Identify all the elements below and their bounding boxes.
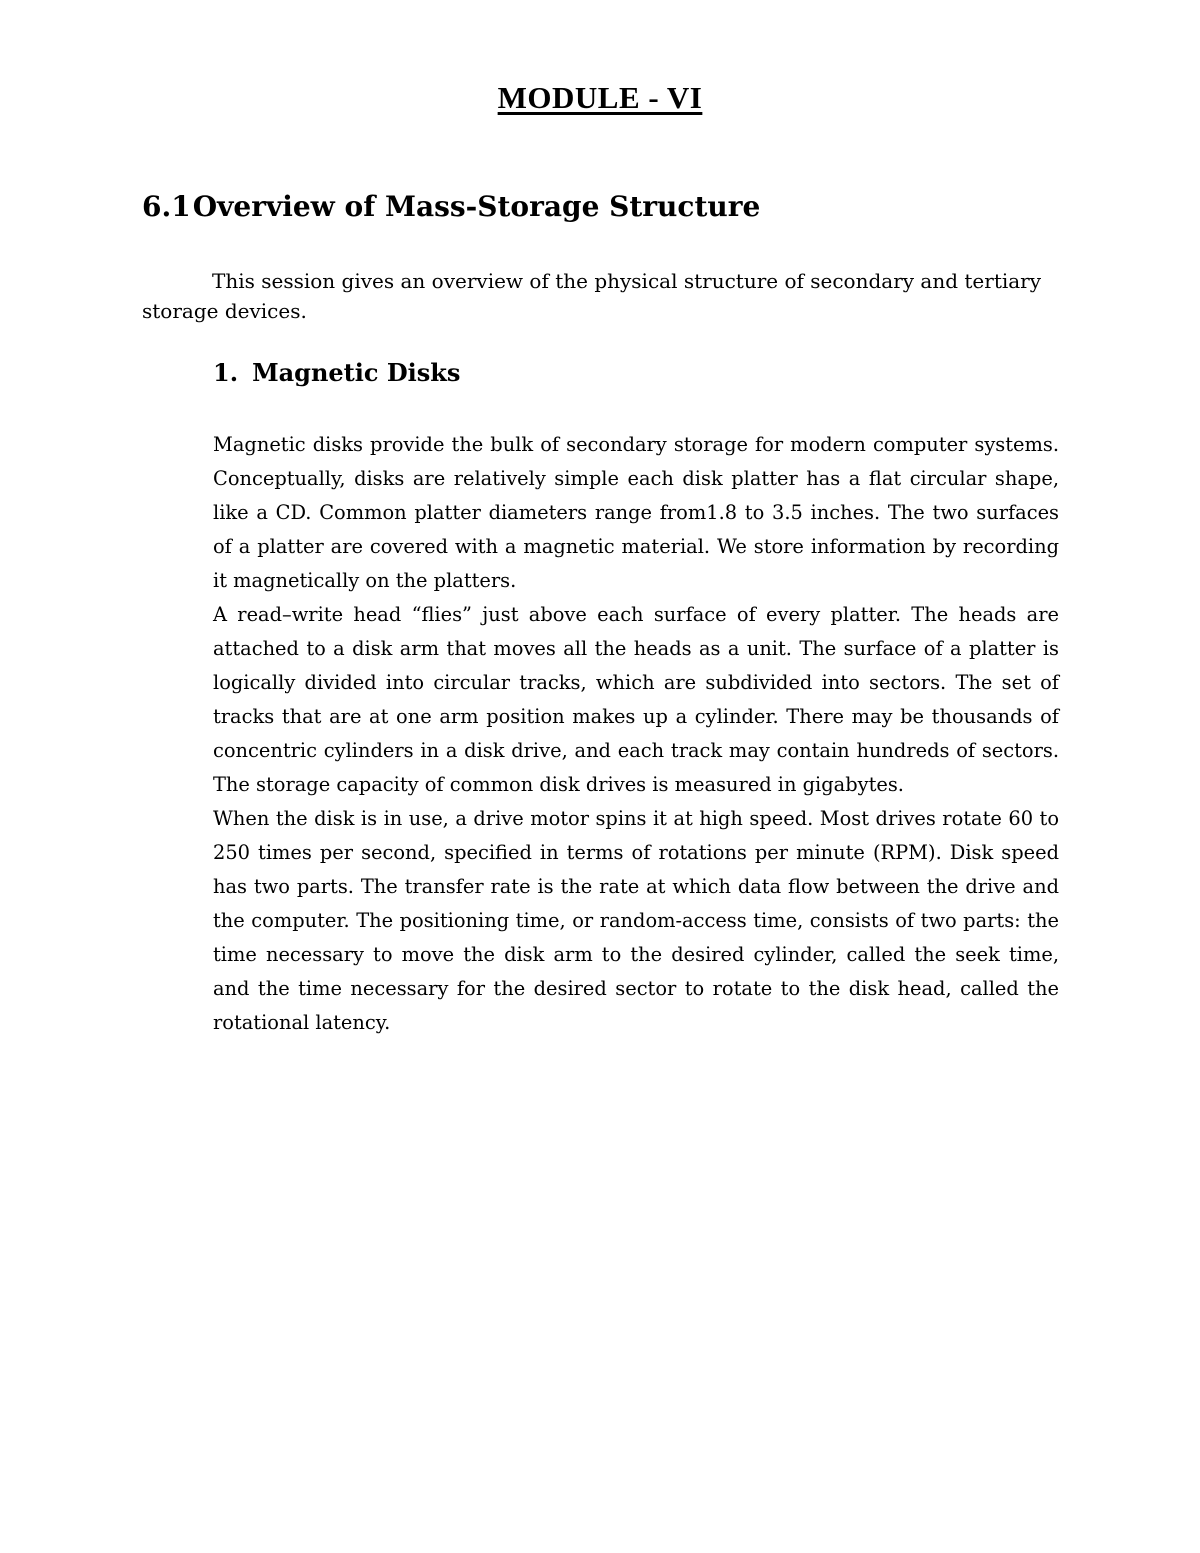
intro-paragraph: This session gives an overview of the physical structure of secondary and tertiary storage devices. xyxy=(142,269,1042,323)
section-heading xyxy=(142,190,760,223)
subsection-number: 1. xyxy=(213,358,239,387)
body-text xyxy=(213,428,1059,1040)
module-title: MODULE - VI xyxy=(497,80,703,115)
paragraph: When the disk is in use, a drive motor spins it at high speed. Most drives rotate 60 to 250 times per second, specified in terms of rotations per minute (RPM). Disk speed has two parts. The transfer rate is the rate at which data flow between the drive and the computer. The positioning time, or random-access time, consists of two parts: the time necessary to move the disk arm to the desired cylinder, called the seek time, and the time necessary for the desired sector to rotate to the disk head, called the rotational latency. xyxy=(213,807,1059,1034)
section-number: 6.1 xyxy=(142,190,191,223)
subsection-title: Magnetic Disks xyxy=(252,358,461,387)
section-title: Overview of Mass-Storage Structure xyxy=(192,190,761,223)
paragraph: Magnetic disks provide the bulk of secondary storage for modern computer systems. Conceptually, disks are relatively simple each disk platter has a flat circular shape, like a CD. Common platter diameters range from1.8 to 3.5 inches. The two surfaces of a platter are covered with a magnetic material. We store information by recording it magnetically on the platters. xyxy=(213,433,1059,592)
paragraph: A read–write head “flies” just above each surface of every platter. The heads are attached to a disk arm that moves all the heads as a unit. The surface of a platter is logically divided into circular tracks, which are subdivided into sectors. The set of tracks that are at one arm position makes up a cylinder. There may be thousands of concentric cylinders in a disk drive, and each track may contain hundreds of sectors. The storage capacity of common disk drives is measured in gigabytes. xyxy=(213,603,1059,796)
subsection-heading xyxy=(213,358,460,387)
